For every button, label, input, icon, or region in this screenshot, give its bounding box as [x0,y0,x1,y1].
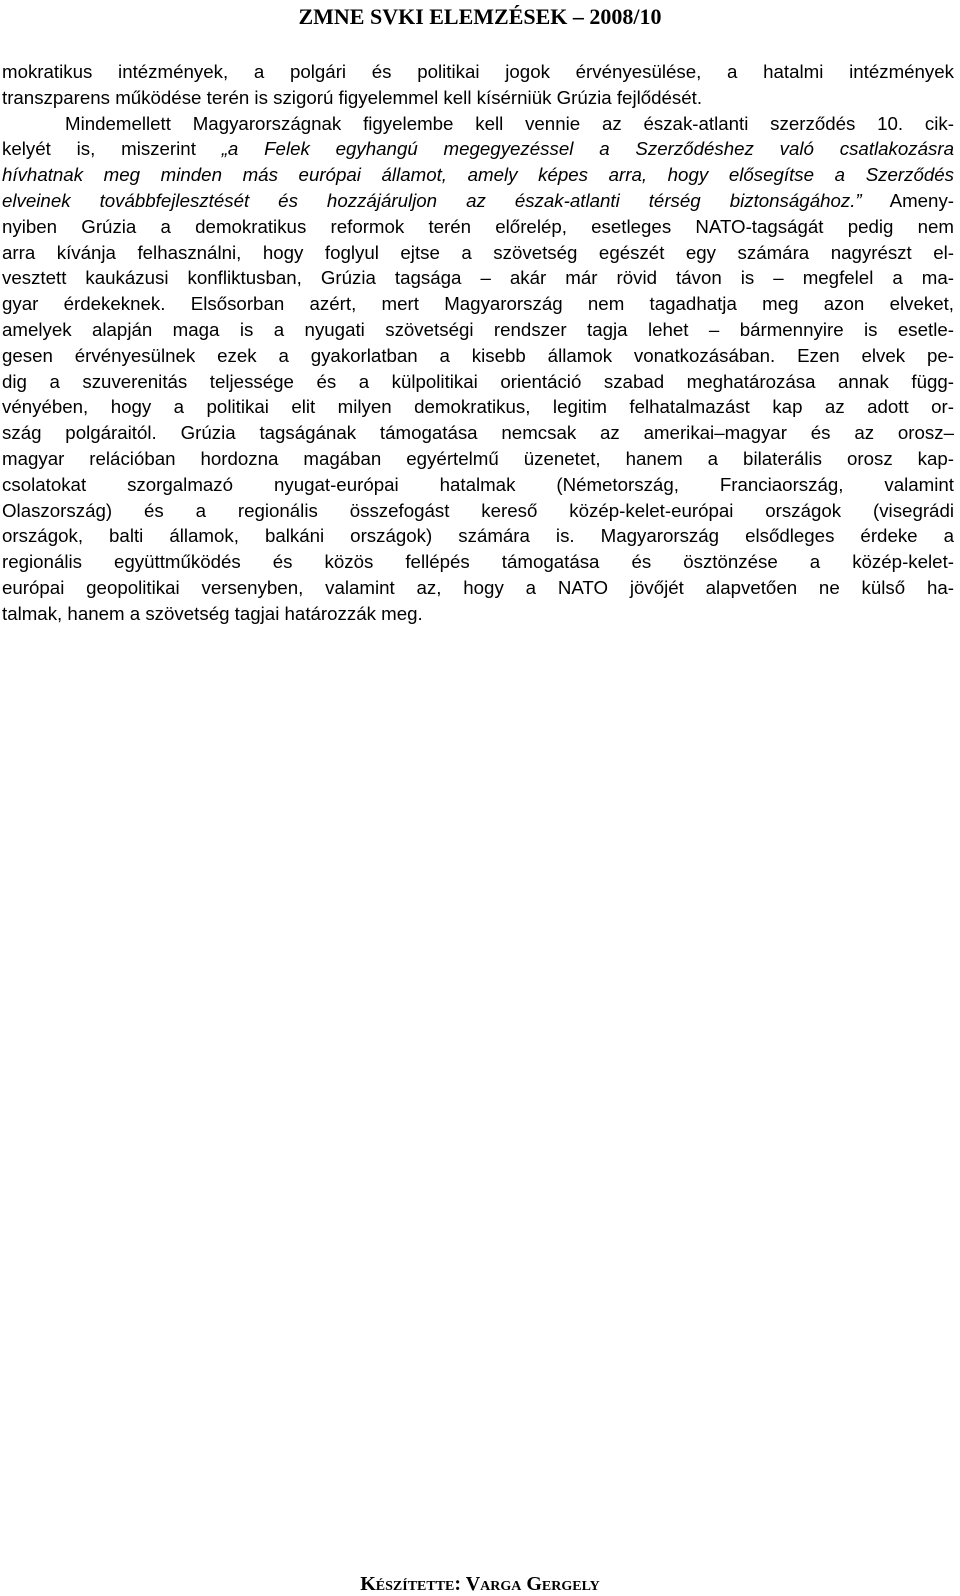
page-footer [0,1572,960,1596]
text-line: gesen érvényesülnek ezek a gyakorlatban a kisebb államok vonatkozásában. Ezen elvek pe- [2,344,954,366]
text-line: európai geopolitikai versenyben, valamint az, hogy a NATO jövőjét alapvetően ne külső ha- [2,576,954,598]
text-segment: kelyét is, miszerint [2,138,222,160]
text-line [2,136,954,162]
text-line: országok, balti államok, balkáni országok) számára is. Magyarország elsődleges érdeke a [2,525,954,547]
page-header [0,2,960,32]
text-line: Olaszország) és a regionális összefogást kereső közép-kelet-európai országok (visegrádi [2,499,954,521]
text-line: gyar érdekeknek. Elsősorban azért, mert Magyarország nem tagadhatja meg azon elveket, [2,293,954,315]
author-credit: Készítette: Varga Gergely [360,1573,600,1595]
text-line: vesztett kaukázusi konfliktusban, Grúzia tagsága – akár már rövid távon is – megfelel a ma- [2,267,954,289]
text-line: dig a szuverenitás teljessége és a külpolitikai orientáció szabad meghatározása annak függ- [2,370,954,392]
text-line-last: talmak, hanem a szövetség tagjai határozzák meg. [2,602,423,624]
text-line: szág polgáraitól. Grúzia tagságának támogatása nemcsak az amerikai–magyar és az orosz– [2,422,954,444]
text-line: mokratikus intézmények, a polgári és politikai jogok érvényesülése, a hatalmi intézmények [2,61,954,82]
text-segment: Ameny- [861,189,955,211]
text-line [2,188,954,214]
text-line-last [2,85,954,111]
text-segment: transzparens működése terén is szigorú figyelemmel kell kísérniük Grúzia fejlődését. [2,86,703,108]
text-line: amelyek alapján maga is a nyugati szövetségi rendszer tagja lehet – bármennyire is esetle- [2,318,954,340]
treaty-quote-end: elveinek továbbfejlesztését és hozzájáruljon az észak-atlanti térség biztonságához.” [2,189,862,211]
treaty-quote-line: hívhatnak meg minden más európai államot, amely képes arra, hogy elősegítse a Szerződés [2,164,954,186]
paragraph-start: Mindemellett Magyarországnak figyelembe kell vennie az észak-atlanti szerződés 10. cik- [65,112,954,134]
treaty-quote: „a Felek egyhangú megegyezéssel a Szerződéshez való csatlakozásra [221,138,954,160]
text-line: vényében, hogy a politikai elit milyen demokratikus, legitim felhatalmazást kap az adott or- [2,396,954,418]
text-line: regionális együttműködés és közös fellépés támogatása és ösztönzése a közép-kelet- [2,551,954,573]
header-title: ZMNE SVKI ELEMZÉSEK – 2008/10 [298,4,662,29]
text-line: arra kívánja felhasználni, hogy foglyul ejtse a szövetség egészét egy számára nagyrészt el- [2,241,954,263]
text-line: nyiben Grúzia a demokratikus reformok terén előrelép, esetleges NATO-tagságát pedig nem [2,215,954,237]
text-line: csolatokat szorgalmazó nyugat-európai hatalmak (Németország, Franciaország, valamint [2,473,954,495]
text-line: magyar relációban hordozna magában egyértelmű üzenetet, hanem a bilaterális orosz kap- [2,447,954,469]
body-text [2,59,954,627]
